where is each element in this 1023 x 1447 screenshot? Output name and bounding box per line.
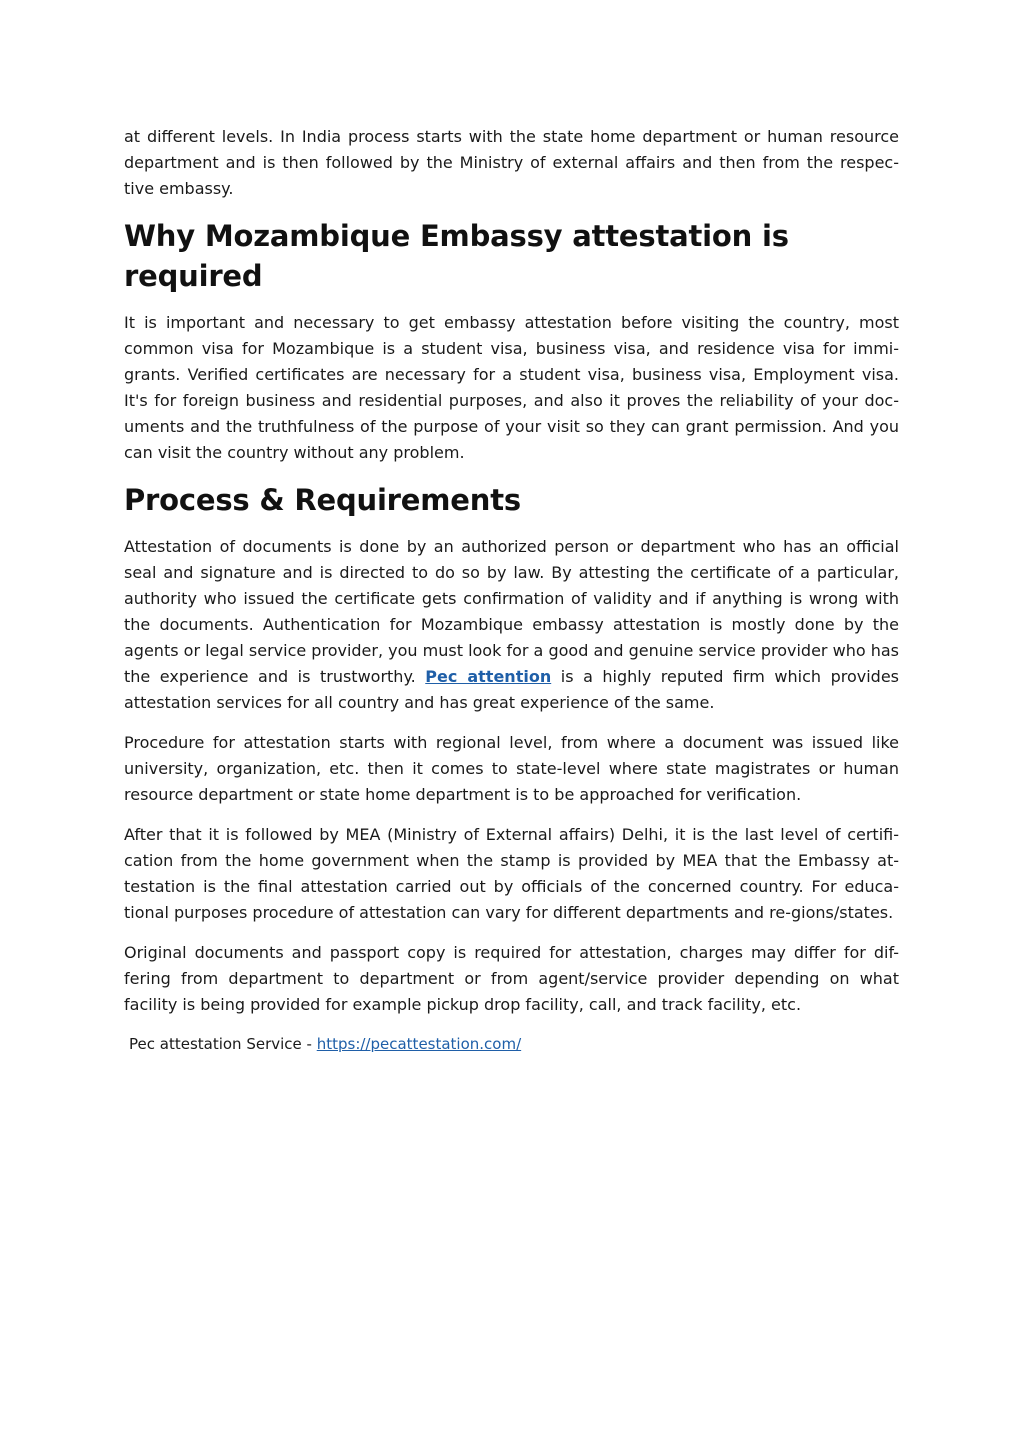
intro-paragraph: at different levels. In India process starts with the state home department or human resource department and is then followed by the Ministry of external affairs and then from the respec-tive embassy. <box>124 127 899 198</box>
heading-process-requirements: Process & Requirements <box>124 483 521 517</box>
process-paragraph-3: After that it is followed by MEA (Ministry of External affairs) Delhi, it is the last level of certifi-cation from the home government when the stamp is provided by MEA that the Embassy at-testation is the final attestation carried out by officials of the concerned country. For educa-tional purposes procedure of attestation can vary for different departments and re-gions/states. <box>124 825 899 922</box>
process-paragraph-4: Original documents and passport copy is required for attestation, charges may differ for dif-fering from department to department or from agent/service provider depending on what facility is being provided for example pickup drop facility, call, and track facility, etc. <box>124 943 899 1014</box>
footer-service-label: Pec attestation Service - <box>129 1035 317 1053</box>
heading-why-attestation: Why Mozambique Embassy attestation is required <box>124 219 789 293</box>
process-paragraph-2: Procedure for attestation starts with regional level, from where a document was issued like university, organization, etc. then it comes to state-level where state magistrates or human resource department or state home department is to be approached for verification. <box>124 733 899 804</box>
why-attestation-paragraph: It is important and necessary to get embassy attestation before visiting the country, most common visa for Mozambique is a student visa, business visa, and residence visa for immi-grants. Verified certificates are necessary for a student visa, business visa, Employment visa. It's for foreign business and residential purposes, and also it proves the reliability of your doc-uments and the truthfulness of the purpose of your visit so they can grant permission. And you can visit the country without any problem. <box>124 313 899 462</box>
process-paragraph-1-text-after: is a highly reputed firm which provides attestation services for all country and has great experience of the same. <box>124 667 899 712</box>
process-paragraph-1 <box>124 534 899 716</box>
process-paragraph-1-text-before: Attestation of documents is done by an authorized person or department who has an official seal and signature and is directed to do so by law. By attesting the certificate of a particular, authority who issued the certificate gets confirmation of validity and if anything is wrong with the documents. Authentication for Mozambique embassy attestation is mostly done by the agents or legal service provider, you must look for a good and genuine service provider who has the experience and is trustworthy. <box>124 537 899 686</box>
pec-attention-link[interactable]: Pec attention <box>425 667 552 686</box>
document-page <box>124 124 899 1056</box>
footer-service-line <box>124 1032 899 1056</box>
pecattestation-website-link[interactable]: https://pecattestation.com/ <box>316 1035 522 1053</box>
